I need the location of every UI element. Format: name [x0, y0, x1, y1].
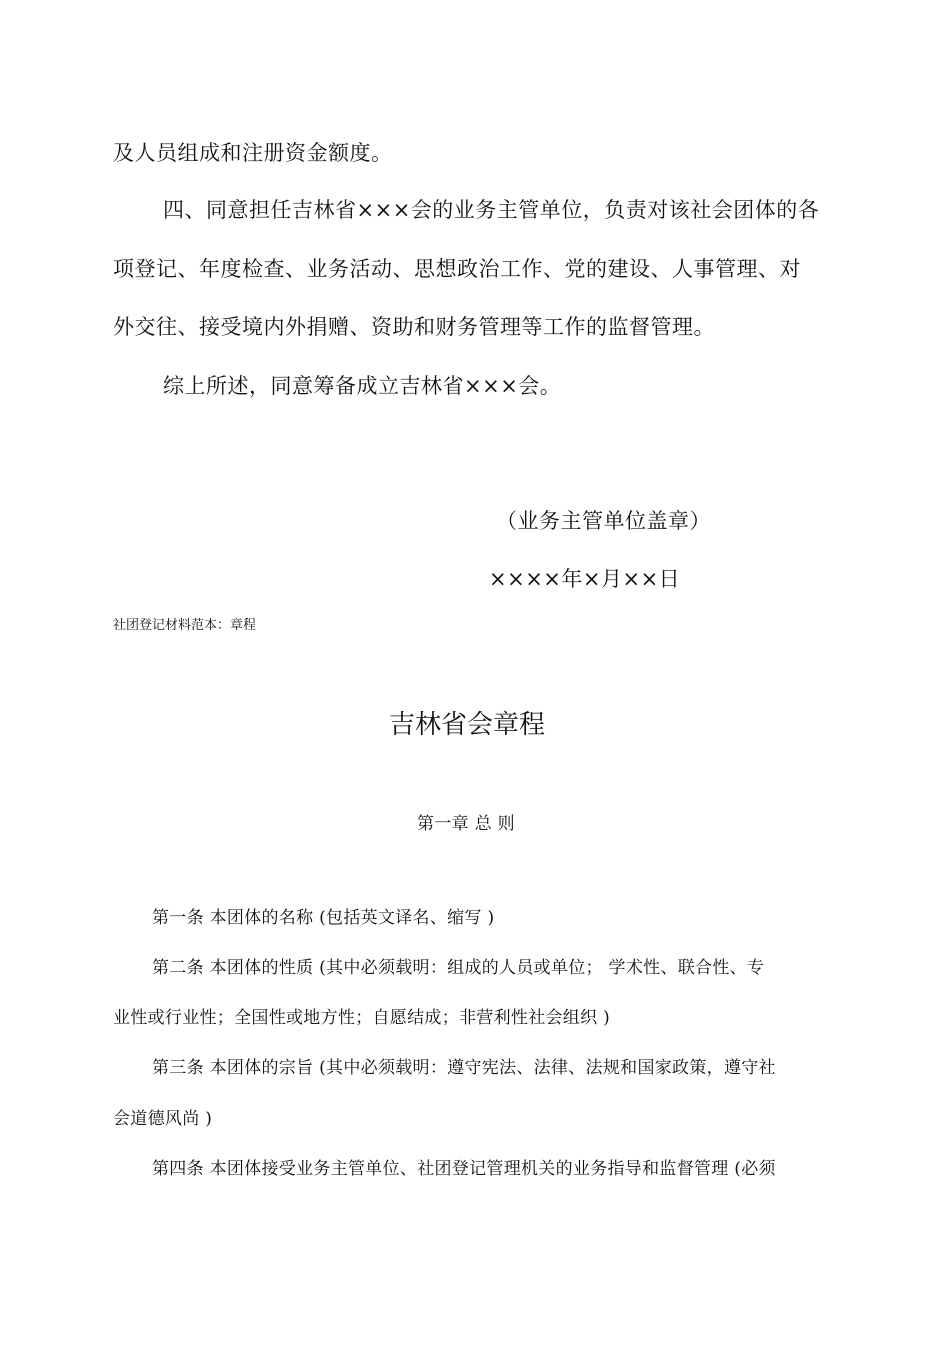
article-three-line1: 第三条 本团体的宗旨 (其中必须载明：遵守宪法、法律、法规和国家政策，遵守社 — [152, 1058, 776, 1078]
charter-title: 吉林省会章程 — [389, 710, 546, 740]
summary-paragraph: 综上所述，同意筹备成立吉林省×××会。 — [163, 374, 562, 398]
paragraph-four-line3: 外交往、接受境内外捐赠、资助和财务管理等工作的监督管理。 — [113, 315, 715, 339]
article-two-line2: 业性或行业性；全国性或地方性；自愿结成；非营利性社会组织 ) — [113, 1008, 611, 1028]
date-placeholder: ××××年×月××日 — [489, 567, 681, 591]
sample-label: 社团登记材料范本：章程 — [113, 618, 257, 633]
paragraph-tail: 及人员组成和注册资金额度。 — [113, 141, 393, 165]
seal-placeholder: （业务主管单位盖章） — [496, 509, 711, 533]
paragraph-four-line1: 四、同意担任吉林省×××会的业务主管单位，负责对该社会团体的各 — [163, 198, 820, 222]
paragraph-four-line2: 项登记、年度检查、业务活动、思想政治工作、党的建设、人事管理、对 — [113, 257, 801, 281]
article-two-line1: 第二条 本团体的性质 (其中必须载明：组成的人员或单位； 学术性、联合性、专 — [152, 958, 765, 978]
article-three-line2: 会道德风尚 ) — [113, 1109, 213, 1129]
chapter-heading: 第一章 总 则 — [417, 814, 515, 834]
article-four-line1: 第四条 本团体接受业务主管单位、社团登记管理机关的业务指导和监督管理 (必须 — [152, 1159, 776, 1179]
article-one: 第一条 本团体的名称 (包括英文译名、缩写 ) — [152, 908, 495, 928]
